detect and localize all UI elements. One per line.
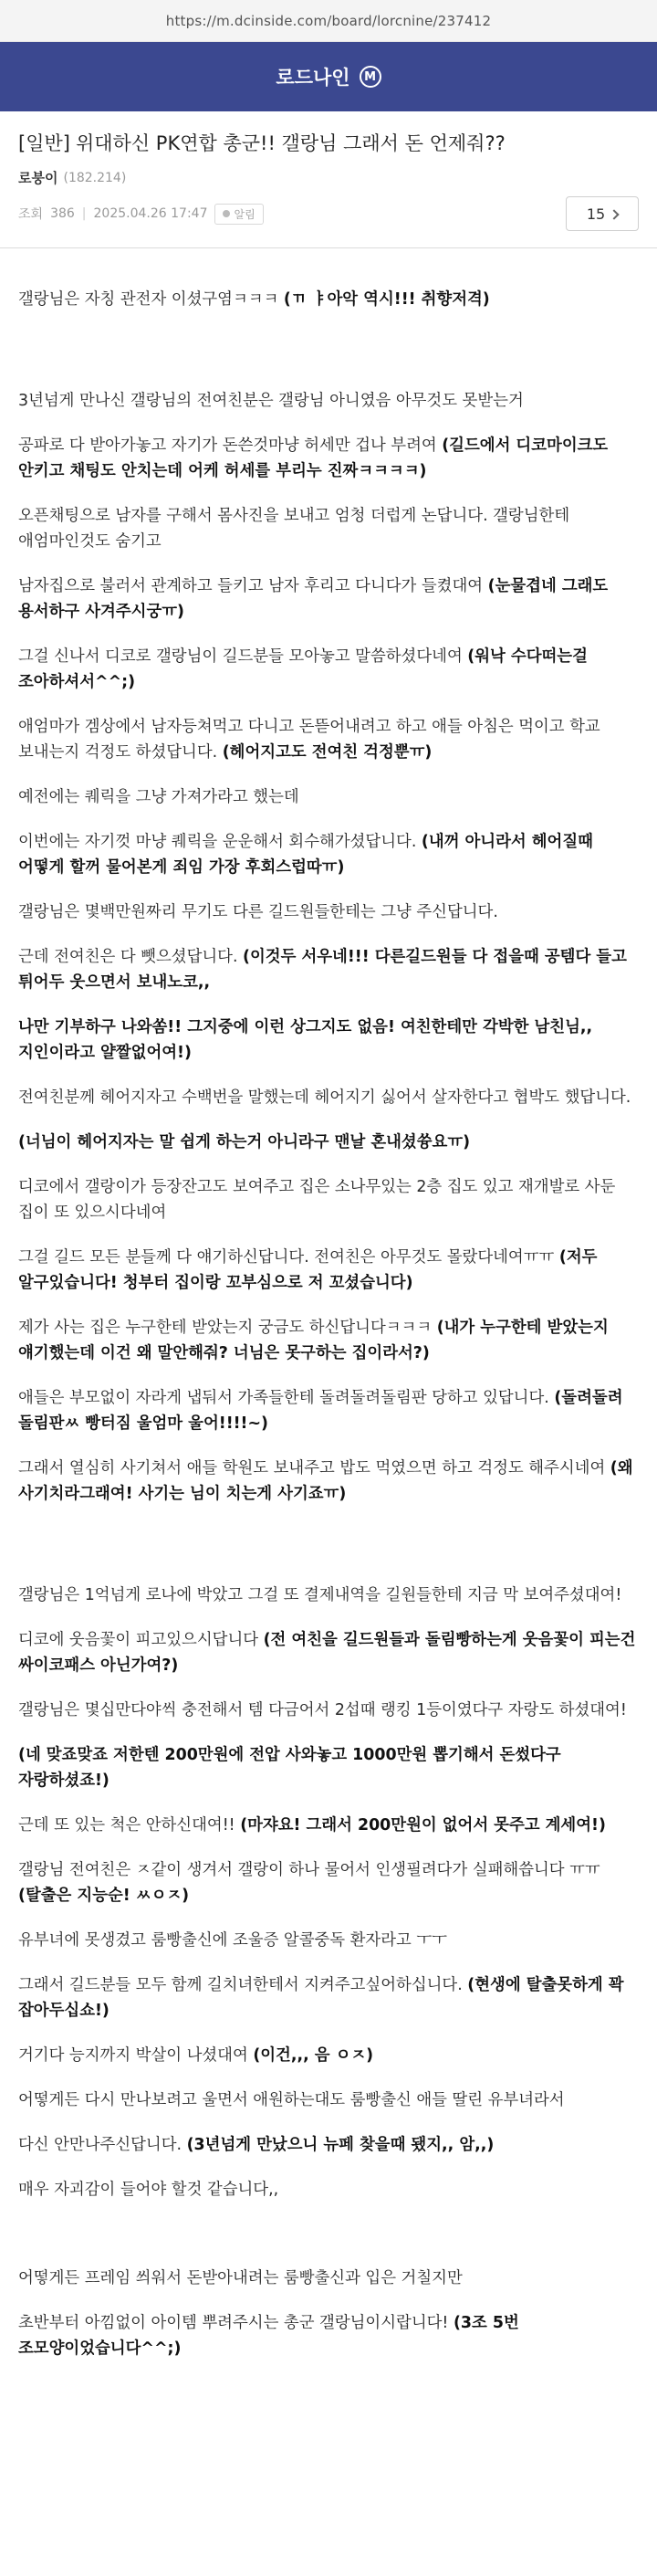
post-paragraph: 나만 기부하구 나와쏨!! 그지중에 이런 상그지도 없음! 여친한테만 각박한 남친님,, 지인이라고 얄짤없어여!) (18, 1018, 593, 1062)
post-paragraph: 디코에 웃음꽃이 피고있으시답니다 (전 여친을 길드원들과 돌림빵하는게 웃음꽃이 피는건 싸이코패스 아닌가여?) (18, 1631, 636, 1675)
post-paragraph: 그걸 길드 모든 분들께 다 얘기하신답니다. 전여친은 아무것도 몰랐다네여ㅠㅠ (저두 알구있습니다! 청부터 집이랑 꼬부심으로 저 꼬셨습니다) (18, 1248, 598, 1292)
post-paragraph: 갤랑님은 자칭 관전자 이셨구염ㅋㅋㅋ (ㄲ ㅑ아악 역시!!! 취향저격) (18, 290, 490, 309)
post-paragraph: 애엄마가 겜상에서 남자등쳐먹고 다니고 돈뜯어내려고 하고 애들 아침은 먹이고 학교 보내는지 걱정도 하셨답니다. (헤어지고도 전여친 걱정뿐ㅠ) (18, 718, 600, 762)
alarm-button[interactable] (214, 204, 263, 225)
mobile-badge-icon: M (360, 66, 381, 88)
post-datetime: 2025.04.26 17:47 (93, 206, 208, 221)
post-paragraph: 애들은 부모없이 자라게 냅둬서 가족들한테 돌려돌려돌림판 당하고 있답니다. (돌려돌려 돌림판ㅆ 빵터짐 울엄마 울어!!!!~) (18, 1389, 623, 1433)
post-paragraph: 갤랑님은 몇백만원짜리 무기도 다른 길드원들한테는 그냥 주신답니다. (18, 903, 498, 921)
post-paragraph: 예전에는 퀘릭을 그냥 가져가라고 했는데 (18, 788, 299, 806)
post-paragraph: 그래서 열심히 사기쳐서 애들 학원도 보내주고 밥도 먹였으면 하고 걱정도 해주시네여 (왜 사기치라그래여! 사기는 님이 치는게 사기죠ㅠ) (18, 1459, 633, 1503)
post-paragraph: 어떻게든 프레임 씌워서 돈받아내려는 룸빵출신과 입은 거칠지만 (18, 2269, 463, 2287)
post-paragraph: 공파로 다 받아가놓고 자기가 돈쓴것마냥 허세만 겁나 부려여 (길드에서 디코마이크도 안키고 채팅도 안치는데 어케 허세를 부리누 진짜ㅋㅋㅋㅋ) (18, 436, 609, 480)
post-paragraph: 어떻게든 다시 만나보려고 울면서 애원하는대도 룸빵출신 애들 딸린 유부녀라서 (18, 2091, 565, 2109)
post-paragraph: 다신 안만나주신답니다. (3년넘게 만났으니 뉴페 찾을때 됐지,, 암,,) (18, 2136, 495, 2154)
site-header (0, 42, 657, 111)
post-paragraph: 갤랑님은 몇십만다야씩 충전해서 템 다금어서 2섭때 랭킹 1등이였다구 자랑도 하셨대여! (18, 1701, 627, 1719)
post-title-text: 위대하신 PK연합 총군!! 갤랑님 그래서 돈 언제줘?? (75, 132, 506, 154)
post-paragraph: 전여친분께 헤어지자고 수백번을 말했는데 헤어지기 싫어서 살자한다고 협박도 했답니다. (18, 1088, 631, 1107)
post-meta-row (18, 196, 639, 247)
author-row (18, 168, 639, 187)
post-paragraph: 이번에는 자기껏 마냥 퀘릭을 운운해서 회수해가셨답니다. (내꺼 아니라서 헤어질때 어떻게 할꺼 물어본게 죄임 가장 후회스럽따ㅠ) (18, 833, 593, 877)
post-paragraph: 제가 사는 집은 누구한테 받았는지 궁금도 하신답니다ㅋㅋㅋ (내가 누구한테 받았는지 얘기했는데 이건 왜 말안해줘? 너님은 못구하는 집이라서?) (18, 1319, 609, 1362)
post-paragraph: 그걸 신나서 디코로 갤랑님이 길드분들 모아놓고 말씀하셨다네여 (워낙 수다떠는걸 조아하셔서^^;) (18, 647, 588, 691)
post-paragraph: 거기다 능지까지 박살이 나셨대여 (이건,,, 음 ㅇㅈ) (18, 2046, 374, 2065)
post-paragraph: 근데 전여친은 다 뺏으셨답니다. (이것두 서우네!!! 다른길드원들 다 접을때 공템다 들고 튀어두 웃으면서 보내노코,, (18, 948, 627, 992)
alarm-label: 알림 (234, 207, 256, 221)
author-name[interactable]: 로붕이 (18, 170, 58, 186)
post-paragraph: 갤랑님 전여친은 ㅈ같이 생겨서 갤랑이 하나 물어서 인생필려다가 실패해씁니다 ㅠㅠ (탈출은 지능순! ㅆㅇㅈ) (18, 1861, 600, 1905)
post-paragraph: (네 맞죠맞죠 저한텐 200만원에 전압 사와놓고 1000만원 뽑기해서 돈썼다구 자랑하셨죠!) (18, 1746, 561, 1790)
comment-count: 15 (586, 205, 606, 223)
post-paragraph: 그래서 길드분들 모두 함께 길치녀한테서 지켜주고싶어하십니다. (현생에 탈출못하게 꽉 잡아두십쇼!) (18, 1976, 624, 2020)
post-paragraph: (너님이 헤어지자는 말 쉽게 하는거 아니라구 맨날 혼내셨쓩요ㅠ) (18, 1133, 471, 1151)
bell-icon (223, 210, 230, 217)
chevron-right-icon (610, 209, 620, 219)
address-bar[interactable] (0, 0, 657, 42)
views-label: 조회 (18, 207, 44, 222)
site-title[interactable]: 로드나인 (276, 67, 350, 89)
post-paragraph: 유부녀에 못생겼고 룸빵출신에 조울증 알콜중독 환자라고 ㅜㅜ (18, 1931, 447, 1950)
post-paragraph: 매우 자괴감이 들어야 할것 같습니다,, (18, 2181, 279, 2199)
author-ip: (182.214) (63, 170, 127, 185)
post-paragraph: 초반부터 아낌없이 아이템 뿌려주시는 총군 갤랑님이시랍니다! (3조 5번 조모양이었습니다^^;) (18, 2314, 519, 2358)
post-category: [일반] (18, 132, 70, 154)
comment-count-button[interactable] (566, 196, 639, 231)
meta-divider: | (81, 206, 87, 221)
post-body (0, 248, 657, 2417)
post-paragraph: 3년넘게 만나신 갤랑님의 전여친분은 갤랑님 아니였음 아무것도 못받는거 (18, 392, 524, 410)
post-paragraph: 근데 또 있는 척은 안하신대여!! (마쟈요! 그래서 200만원이 없어서 못주고 계세여!) (18, 1816, 606, 1835)
post-paragraph: 남자집으로 불러서 관계하고 들키고 남자 후리고 다니다가 들켰대여 (눈물겹네 그래도 용서하구 사겨주시궁ㅠ) (18, 577, 609, 621)
post-paragraph: 갤랑님은 1억넘게 로나에 박았고 그걸 또 결제내역을 길원들한테 지금 막 보여주셨대여! (18, 1586, 622, 1604)
view-count: 386 (50, 206, 75, 221)
post-header (0, 111, 657, 248)
post-paragraph: 디코에서 갤랑이가 등장잔고도 보여주고 집은 소나무있는 2층 집도 있고 재개발로 사둔 집이 또 있으시다네여 (18, 1178, 616, 1222)
post-paragraph: 오픈채팅으로 남자를 구해서 몸사진을 보내고 엄청 더럽게 논답니다. 갤랑님한테 애엄마인것도 숨기고 (18, 507, 570, 551)
url-text: https://m.dcinside.com/board/lorcnine/237412 (165, 12, 492, 29)
post-title (18, 130, 639, 157)
